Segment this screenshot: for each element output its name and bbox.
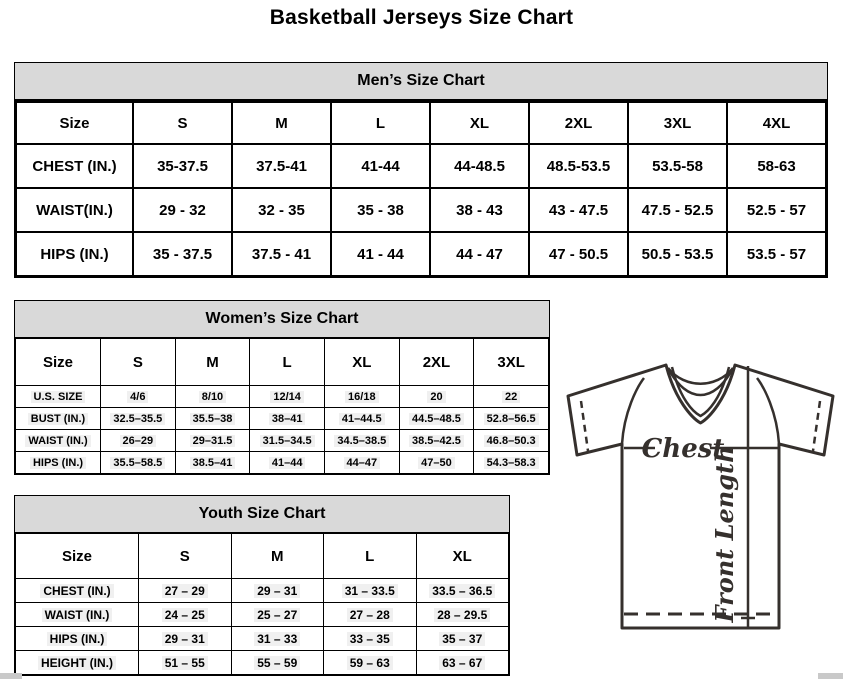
jersey-measurement-diagram (558, 356, 838, 648)
table-row (16, 188, 826, 232)
size-column-header: S (133, 102, 232, 144)
row-label: WAIST (IN.) (16, 430, 101, 452)
row-label: CHEST (IN.) (16, 144, 133, 188)
row-label: HIPS (IN.) (16, 452, 101, 474)
size-column-header: 2XL (399, 339, 474, 386)
size-column-header: 3XL (474, 339, 549, 386)
size-value-cell: 31 – 33 (231, 627, 324, 651)
size-value-cell: 43 - 47.5 (529, 188, 628, 232)
size-value-cell: 55 – 59 (231, 651, 324, 675)
size-column-header: S (139, 534, 232, 579)
size-value-cell: 32 - 35 (232, 188, 331, 232)
table-row (16, 144, 826, 188)
mens-table (15, 101, 827, 277)
size-value-cell: 58-63 (727, 144, 826, 188)
size-value-cell: 44-48.5 (430, 144, 529, 188)
size-value-cell: 38.5–42.5 (399, 430, 474, 452)
size-header: Size (16, 339, 101, 386)
size-value-cell: 47 - 50.5 (529, 232, 628, 276)
header-row (16, 102, 826, 144)
size-value-cell: 54.3–58.3 (474, 452, 549, 474)
size-value-cell: 46.8–50.3 (474, 430, 549, 452)
mens-size-chart-table (14, 62, 828, 278)
table-row (16, 232, 826, 276)
youth-size-chart-table (14, 495, 510, 676)
row-label: HEIGHT (IN.) (16, 651, 139, 675)
chest-label: Chest (641, 434, 725, 464)
left-cuff-dashed-line (581, 401, 588, 451)
size-value-cell: 20 (399, 386, 474, 408)
page-title: Basketball Jerseys Size Chart (269, 6, 574, 29)
size-value-cell: 35.5–58.5 (101, 452, 176, 474)
header-row (16, 534, 509, 579)
size-column-header: 4XL (727, 102, 826, 144)
size-value-cell: 31.5–34.5 (250, 430, 325, 452)
womens-chart-title: Women’s Size Chart (15, 301, 549, 338)
size-value-cell: 41-44 (331, 144, 430, 188)
size-value-cell: 59 – 63 (324, 651, 417, 675)
size-column-header: L (331, 102, 430, 144)
size-value-cell: 37.5 - 41 (232, 232, 331, 276)
row-label: BUST (IN.) (16, 408, 101, 430)
size-value-cell: 28 – 29.5 (416, 603, 509, 627)
size-value-cell: 53.5 - 57 (727, 232, 826, 276)
size-value-cell: 44 - 47 (430, 232, 529, 276)
size-value-cell: 35 – 37 (416, 627, 509, 651)
table-row (16, 579, 509, 603)
size-column-header: XL (416, 534, 509, 579)
size-value-cell: 31 – 33.5 (324, 579, 417, 603)
size-value-cell: 26–29 (101, 430, 176, 452)
size-column-header: S (101, 339, 176, 386)
size-value-cell: 16/18 (324, 386, 399, 408)
size-value-cell: 38–41 (250, 408, 325, 430)
header-row (16, 339, 549, 386)
size-value-cell: 29 – 31 (139, 627, 232, 651)
size-value-cell: 22 (474, 386, 549, 408)
size-value-cell: 53.5-58 (628, 144, 727, 188)
row-label: U.S. SIZE (16, 386, 101, 408)
womens-size-chart-table (14, 300, 550, 475)
size-column-header: XL (324, 339, 399, 386)
jersey-outline (568, 365, 833, 628)
size-value-cell: 29 - 32 (133, 188, 232, 232)
size-column-header: 2XL (529, 102, 628, 144)
table-row (16, 603, 509, 627)
size-value-cell: 37.5-41 (232, 144, 331, 188)
size-value-cell: 38.5–41 (175, 452, 250, 474)
size-value-cell: 33 – 35 (324, 627, 417, 651)
size-value-cell: 47–50 (399, 452, 474, 474)
size-value-cell: 41–44 (250, 452, 325, 474)
size-value-cell: 44.5–48.5 (399, 408, 474, 430)
size-column-header: M (231, 534, 324, 579)
front-length-label: Front Length (710, 445, 739, 623)
youth-chart-title: Youth Size Chart (15, 496, 509, 533)
mens-chart-title: Men’s Size Chart (15, 63, 827, 101)
scrollbar-fragment-right (818, 673, 843, 679)
size-header: Size (16, 534, 139, 579)
size-value-cell: 51 – 55 (139, 651, 232, 675)
size-value-cell: 52.5 - 57 (727, 188, 826, 232)
size-value-cell: 41 - 44 (331, 232, 430, 276)
table-row (16, 651, 509, 675)
size-value-cell: 35.5–38 (175, 408, 250, 430)
scrollbar-fragment-left (0, 673, 22, 679)
right-cuff-dashed-line (813, 401, 820, 451)
row-label: WAIST (IN.) (16, 603, 139, 627)
size-value-cell: 24 – 25 (139, 603, 232, 627)
size-value-cell: 34.5–38.5 (324, 430, 399, 452)
right-armhole-seam (757, 378, 779, 444)
size-value-cell: 52.8–56.5 (474, 408, 549, 430)
size-value-cell: 12/14 (250, 386, 325, 408)
collar-arc-2 (668, 368, 733, 395)
size-value-cell: 48.5-53.5 (529, 144, 628, 188)
size-value-cell: 33.5 – 36.5 (416, 579, 509, 603)
size-column-header: M (232, 102, 331, 144)
table-row (16, 452, 549, 474)
table-row (16, 386, 549, 408)
table-row (16, 627, 509, 651)
size-value-cell: 35-37.5 (133, 144, 232, 188)
womens-table (15, 338, 549, 474)
size-value-cell: 47.5 - 52.5 (628, 188, 727, 232)
size-value-cell: 8/10 (175, 386, 250, 408)
size-value-cell: 29–31.5 (175, 430, 250, 452)
table-row (16, 408, 549, 430)
size-column-header: M (175, 339, 250, 386)
size-value-cell: 25 – 27 (231, 603, 324, 627)
size-column-header: 3XL (628, 102, 727, 144)
size-header: Size (16, 102, 133, 144)
size-column-header: XL (430, 102, 529, 144)
size-value-cell: 27 – 29 (139, 579, 232, 603)
row-label: WAIST(IN.) (16, 188, 133, 232)
row-label: HIPS (IN.) (16, 627, 139, 651)
table-row (16, 430, 549, 452)
size-value-cell: 29 – 31 (231, 579, 324, 603)
size-value-cell: 38 - 43 (430, 188, 529, 232)
size-column-header: L (324, 534, 417, 579)
size-value-cell: 32.5–35.5 (101, 408, 176, 430)
size-value-cell: 35 - 37.5 (133, 232, 232, 276)
size-value-cell: 44–47 (324, 452, 399, 474)
size-value-cell: 35 - 38 (331, 188, 430, 232)
row-label: CHEST (IN.) (16, 579, 139, 603)
size-value-cell: 27 – 28 (324, 603, 417, 627)
size-value-cell: 50.5 - 53.5 (628, 232, 727, 276)
row-label: HIPS (IN.) (16, 232, 133, 276)
youth-table (15, 533, 509, 675)
size-value-cell: 63 – 67 (416, 651, 509, 675)
size-column-header: L (250, 339, 325, 386)
collar-inner-v (672, 367, 729, 416)
size-value-cell: 4/6 (101, 386, 176, 408)
size-value-cell: 41–44.5 (324, 408, 399, 430)
